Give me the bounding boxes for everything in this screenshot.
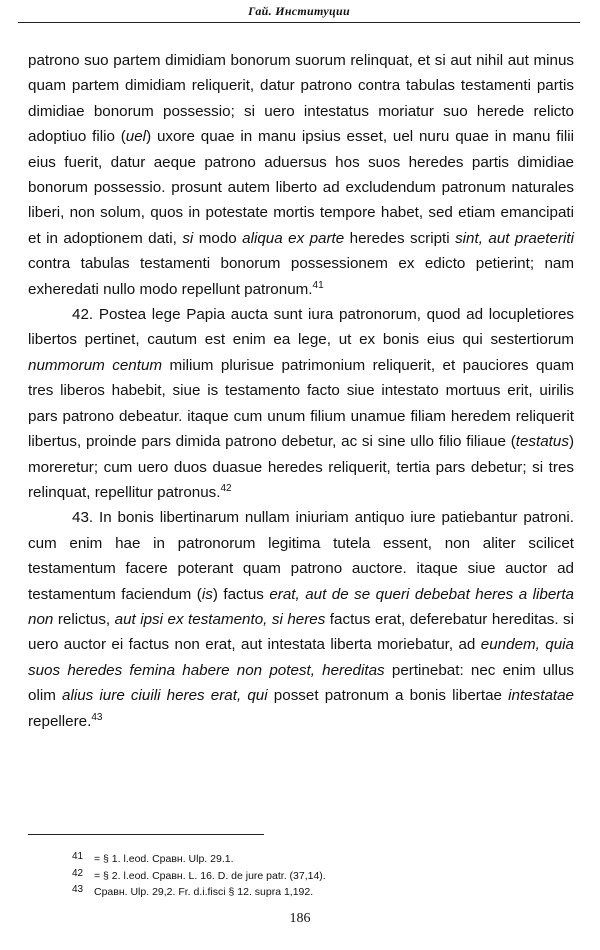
- text-segment: posset patronum a bonis libertae: [267, 687, 509, 705]
- text-segment: ) uxore quae in manu ipsius esset, uel nuru quae in manu filii eius fuerit, datur aeque patrono aduersus hos suos heredes partis dimidiae bonorum possessio. prosunt autem liberto ad excludendum patronum naturales liberi, non solum, quos in potestate mortis tempore habet, sed etiam emancipati et in adoptionem dati,: [28, 128, 574, 247]
- footnote-text: Сравн. Ulp. 29,2. Fr. d.i.fisci § 12. supra 1,192.: [94, 886, 314, 898]
- paragraph: [28, 505, 574, 734]
- text-segment: ) moreretur; cum uero duos duasue heredes reliquerit, tertia pars debetur; si tres relinquat, repellitur patronus.: [28, 433, 574, 501]
- text-segment: contra tabulas testamenti bonorum possessionem ex edicto petierint; nam exheredati nullo modo repellunt patronum.: [28, 255, 574, 298]
- footnote-number: 43: [72, 884, 84, 895]
- italic-text: aliqua ex parte: [242, 229, 345, 247]
- italic-text: sint, aut praeteriti: [455, 229, 575, 247]
- footnote-number: 41: [72, 851, 84, 862]
- footnote-ref: 43: [91, 711, 103, 723]
- text-segment: relictus,: [53, 610, 115, 628]
- paragraph: [28, 302, 574, 505]
- header-rule: [18, 22, 580, 23]
- footnote: [72, 867, 552, 884]
- running-header: Гай. Институции: [248, 4, 350, 18]
- text-segment: modo: [193, 229, 243, 247]
- footnotes: [72, 850, 552, 900]
- text-segment: patrono suo partem dimidiam bonorum suorum relinquat, et si aut nihil aut minus quam partem dimidiam reliquerit, datur patrono contra tabulas testamenti partis dimidiae bonorum possessio; si uero intestatus moriatur suo herede relicto adoptiuo filio (: [28, 52, 574, 146]
- text-segment: 43. In bonis libertinarum nullam iniuriam antiquo iure patiebantur patroni. cum enim hae in patronorum legitima tutela essent, non aliter scilicet testamentum facere poterant quam patrono auctore. itaque siue auctor ad testamentum faciendum (: [28, 509, 574, 603]
- footnote-ref: 41: [312, 279, 324, 291]
- body-text: [28, 48, 574, 734]
- footnote-ref: 42: [220, 482, 232, 494]
- footnote-text: = § 2. l.eod. Сравн. L. 16. D. de jure patr. (37,14).: [94, 869, 326, 882]
- text-segment: heredes scripti: [344, 229, 456, 247]
- text-segment: ) factus: [212, 585, 270, 603]
- footnote-separator: [28, 834, 264, 835]
- text-segment: pertinebat: nec enim ullus olim: [28, 661, 574, 705]
- footnote-text: = § 1. l.eod. Сравн. Ulp. 29.1.: [94, 853, 234, 865]
- italic-text: uel: [125, 128, 147, 146]
- italic-text: aut ipsi ex testamento, si heres: [114, 610, 326, 628]
- footnote: [72, 883, 552, 900]
- page-number: 186: [289, 911, 311, 926]
- italic-text: si: [182, 229, 194, 247]
- italic-text: nummorum centum: [28, 356, 163, 374]
- text-segment: factus erat, deferebatur hereditas. si uero auctor ei factus non erat, aut intestata liberta moriebatur, ad: [28, 610, 575, 654]
- paragraph: [28, 48, 574, 302]
- footnote-number: 42: [72, 867, 84, 879]
- italic-text: alius iure ciuili heres erat, qui: [62, 687, 268, 705]
- text-segment: repellere.: [28, 712, 92, 730]
- italic-text: intestatae: [508, 687, 575, 705]
- footnote: [72, 850, 552, 867]
- italic-text: testatus: [515, 433, 569, 451]
- text-segment: 42. Postea lege Papia aucta sunt iura patronorum, quod ad locupletiores libertos pertinet, cautum est enim ea lege, ut ex bonis eius qui sestertiorum: [28, 306, 574, 349]
- italic-text: erat, aut de se queri debebat heres a liberta non: [28, 585, 574, 628]
- text-segment: milium plurisue patrimonium reliquerit, et pauciores quam tres liberos habebit, siue is testamento facto siue intestato mortuus erit, uirilis pars patrono debeatur. itaque cum unum filium unamue filiam heredem reliquerit libertus, proinde pars dimida patrono debetur, ac si sine ullo filio filiaue (: [28, 356, 574, 451]
- italic-text: is: [201, 585, 213, 603]
- italic-text: eundem, quia suos heredes femina habere non potest, hereditas: [28, 636, 574, 679]
